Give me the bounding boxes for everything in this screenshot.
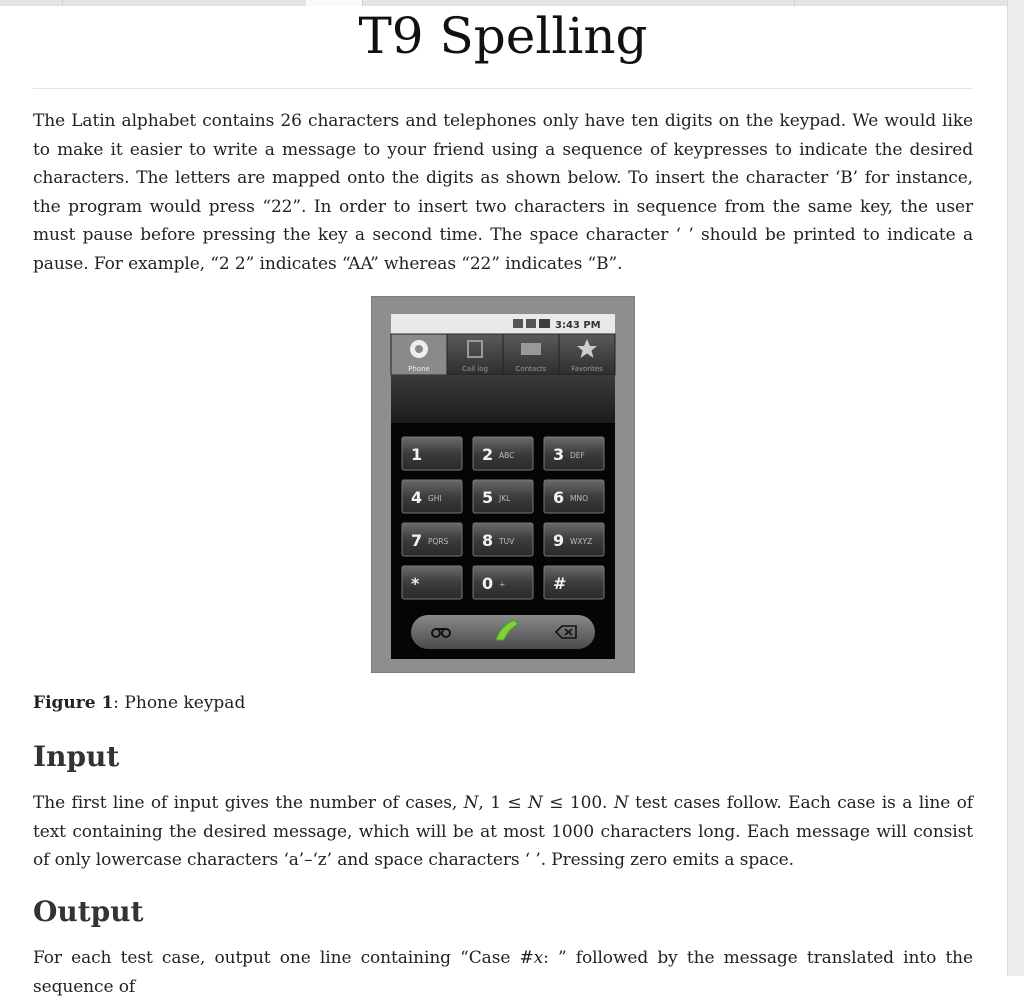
key-8[interactable] — [473, 523, 533, 556]
input-text: ≤ 100. — [542, 793, 614, 813]
number-display — [391, 375, 615, 423]
signal-icon — [513, 319, 523, 328]
key-letters: WXYZ — [570, 537, 593, 546]
key-letters: JKL — [499, 494, 511, 503]
tab-phone[interactable] — [391, 334, 447, 375]
tab-label: Phone — [408, 365, 430, 373]
input-paragraph — [33, 789, 973, 875]
math-var: N — [528, 793, 543, 813]
intro-paragraph: The Latin alphabet contains 26 characters and telephones only have ten digits on the keypad. We would like to make it easier to write a message to your friend using a sequence of keypresses to indicate the desired characters. The letters are mapped onto the digits as shown below. To insert the character ‘B’ for instance, the program would press “22”. In order to insert two characters in sequence from the same key, the user must pause before pressing the key a second time. The space character ‘ ’ should be printed to indicate a pause. For example, “2 2” indicates “AA” whereas “22” indicates “B”. — [33, 111, 973, 274]
tab-label: Contacts — [515, 365, 547, 373]
output-text: : ” followed by the message translated into the sequence of — [33, 948, 973, 997]
key-letters: ABC — [499, 451, 515, 460]
key-digit: 9 — [553, 531, 565, 550]
key-letters: PQRS — [428, 537, 449, 546]
figure-caption — [33, 693, 245, 713]
output-text: For each test case, output one line containing “Case # — [33, 948, 534, 968]
math-var: N — [463, 793, 479, 813]
math-var: N — [613, 793, 629, 813]
input-text: test cases follow. Each case is a line of text containing the desired message, which will be at most 1000 characters long. Each message will consist of only lowercase characters ‘a’–‘z’ and space characters ‘ ’. Pressing zero emits a space. — [33, 793, 973, 871]
key-letters: + — [499, 580, 506, 589]
output-paragraph — [33, 944, 973, 1001]
phone-icon — [410, 340, 428, 358]
key-digit: * — [411, 574, 420, 593]
key-1[interactable] — [402, 437, 462, 470]
tab-label: Favorites — [571, 365, 603, 373]
tab-contacts[interactable] — [503, 334, 559, 375]
key-digit: 3 — [553, 445, 565, 464]
key-digit: 7 — [411, 531, 423, 550]
input-text: The first line of input gives the number of cases, — [33, 793, 464, 813]
output-heading: Output — [33, 895, 144, 928]
key-0[interactable] — [473, 566, 533, 599]
phone-keypad-figure — [371, 296, 635, 673]
key-star[interactable] — [402, 566, 462, 599]
key-9[interactable] — [544, 523, 604, 556]
key-letters: DEF — [570, 451, 585, 460]
network-icon — [526, 319, 536, 328]
tab-label: Call log — [462, 365, 488, 373]
key-digit: 8 — [482, 531, 494, 550]
battery-icon — [539, 319, 550, 328]
key-2[interactable] — [473, 437, 533, 470]
key-4[interactable] — [402, 480, 462, 513]
contacts-icon — [521, 343, 541, 355]
page-title: T9 Spelling — [358, 7, 648, 65]
key-letters: GHI — [428, 494, 442, 503]
input-heading: Input — [33, 740, 120, 773]
math-var: x — [533, 948, 544, 968]
status-time: 3:43 PM — [555, 320, 601, 331]
key-6[interactable] — [544, 480, 604, 513]
document-page — [33, 0, 973, 997]
key-digit: 5 — [482, 488, 494, 507]
key-digit: 6 — [553, 488, 565, 507]
key-digit: 2 — [482, 445, 494, 464]
vertical-scrollbar[interactable] — [1007, 0, 1024, 976]
title-divider — [33, 88, 973, 89]
key-hash[interactable] — [544, 566, 604, 599]
key-letters: TUV — [499, 537, 515, 546]
input-text: , 1 ≤ — [478, 793, 529, 813]
key-digit: 1 — [411, 445, 423, 464]
tab-call-log[interactable] — [447, 334, 503, 375]
tab-favorites[interactable] — [559, 334, 615, 375]
key-digit: # — [553, 574, 567, 593]
phone-keypad-image — [371, 296, 635, 673]
figure-label: Figure 1 — [33, 693, 114, 713]
figure-caption-text: : Phone keypad — [113, 693, 246, 713]
key-digit: 4 — [411, 488, 423, 507]
key-3[interactable] — [544, 437, 604, 470]
key-letters: MNO — [570, 494, 588, 503]
key-7[interactable] — [402, 523, 462, 556]
key-5[interactable] — [473, 480, 533, 513]
key-digit: 0 — [482, 574, 494, 593]
